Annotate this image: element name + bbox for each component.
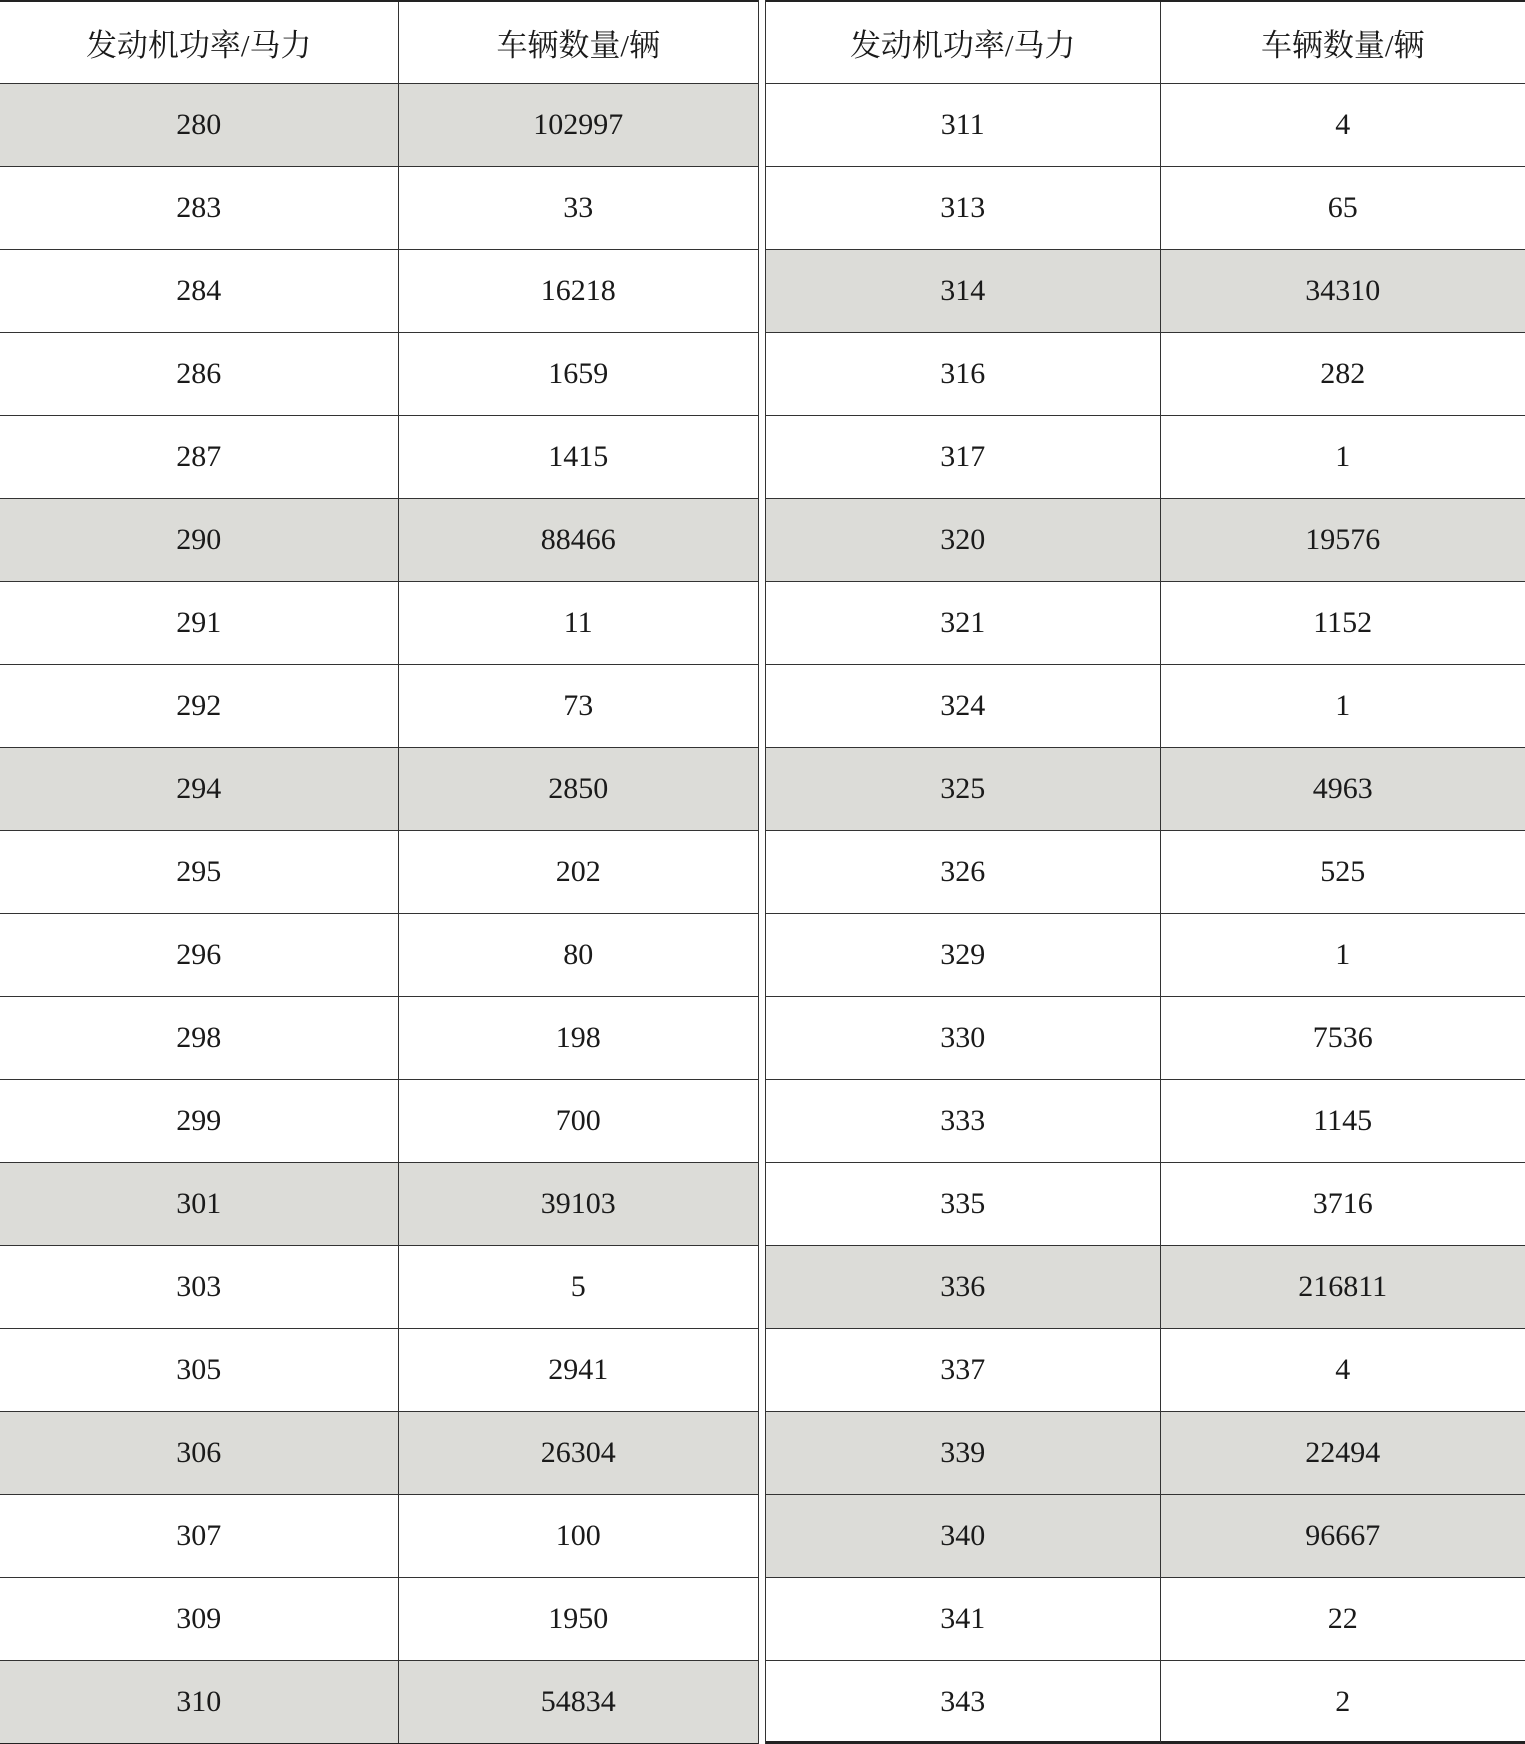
count-cell: 5 xyxy=(398,1246,758,1329)
power-cell: 306 xyxy=(0,1412,398,1495)
count-cell: 80 xyxy=(398,914,758,997)
power-cell: 314 xyxy=(766,250,1160,333)
count-cell: 216811 xyxy=(1160,1246,1525,1329)
power-cell: 311 xyxy=(766,84,1160,167)
count-cell: 4 xyxy=(1160,84,1525,167)
count-cell: 22494 xyxy=(1160,1412,1525,1495)
count-cell: 102997 xyxy=(398,84,758,167)
count-cell: 26304 xyxy=(398,1412,758,1495)
count-cell: 198 xyxy=(398,997,758,1080)
table-row xyxy=(0,748,758,831)
table-row xyxy=(0,914,758,997)
table-row xyxy=(0,831,758,914)
table-row xyxy=(766,1661,1525,1744)
table-row xyxy=(0,1080,758,1163)
count-cell: 4963 xyxy=(1160,748,1525,831)
count-cell: 4 xyxy=(1160,1329,1525,1412)
table-row xyxy=(766,1080,1525,1163)
power-cell: 310 xyxy=(0,1661,398,1744)
power-cell: 305 xyxy=(0,1329,398,1412)
power-cell: 326 xyxy=(766,831,1160,914)
power-cell: 299 xyxy=(0,1080,398,1163)
power-cell: 333 xyxy=(766,1080,1160,1163)
power-cell: 316 xyxy=(766,333,1160,416)
count-cell: 33 xyxy=(398,167,758,250)
count-cell: 16218 xyxy=(398,250,758,333)
power-cell: 291 xyxy=(0,582,398,665)
header-power: 发动机功率/马力 xyxy=(766,2,1160,84)
count-cell: 65 xyxy=(1160,167,1525,250)
count-cell: 1 xyxy=(1160,665,1525,748)
power-cell: 295 xyxy=(0,831,398,914)
count-cell: 19576 xyxy=(1160,499,1525,582)
double-divider-line xyxy=(758,0,759,1744)
count-cell: 1145 xyxy=(1160,1080,1525,1163)
count-cell: 1415 xyxy=(398,416,758,499)
table-row xyxy=(0,1329,758,1412)
count-cell: 1659 xyxy=(398,333,758,416)
table-row xyxy=(0,1578,758,1661)
table-row xyxy=(766,748,1525,831)
count-cell: 2 xyxy=(1335,1685,1351,1718)
power-cell: 296 xyxy=(0,914,398,997)
count-cell: 202 xyxy=(398,831,758,914)
table-row xyxy=(0,1163,758,1246)
power-cell: 339 xyxy=(766,1412,1160,1495)
table-row xyxy=(0,167,758,250)
table-right xyxy=(766,2,1525,1743)
table-right-half xyxy=(766,0,1525,1744)
count-cell: 2941 xyxy=(398,1329,758,1412)
power-cell: 340 xyxy=(766,1495,1160,1578)
count-cell: 3716 xyxy=(1160,1163,1525,1246)
power-cell: 313 xyxy=(766,167,1160,250)
table-row xyxy=(766,582,1525,665)
count-cell: 7536 xyxy=(1160,997,1525,1080)
table-row xyxy=(0,665,758,748)
header-count: 车辆数量/辆 xyxy=(1160,2,1525,84)
table-row xyxy=(766,84,1525,167)
table-row xyxy=(766,1163,1525,1246)
table-row xyxy=(0,333,758,416)
table-row xyxy=(0,250,758,333)
table-row xyxy=(766,499,1525,582)
power-cell: 292 xyxy=(0,665,398,748)
power-cell: 317 xyxy=(766,416,1160,499)
header-row xyxy=(766,2,1525,84)
table-row xyxy=(766,250,1525,333)
table-row xyxy=(766,1329,1525,1412)
table-row xyxy=(766,333,1525,416)
table-row xyxy=(0,416,758,499)
power-cell: 337 xyxy=(766,1329,1160,1412)
count-cell: 1152 xyxy=(1160,582,1525,665)
count-cell: 100 xyxy=(398,1495,758,1578)
table-row xyxy=(766,416,1525,499)
count-cell: 2850 xyxy=(398,748,758,831)
count-cell: 96667 xyxy=(1160,1495,1525,1578)
power-cell: 335 xyxy=(766,1163,1160,1246)
power-cell: 283 xyxy=(0,167,398,250)
table-row xyxy=(766,1412,1525,1495)
count-cell: 54834 xyxy=(398,1661,758,1744)
count-cell: 700 xyxy=(398,1080,758,1163)
table-row xyxy=(766,1246,1525,1329)
power-cell: 286 xyxy=(0,333,398,416)
table-row xyxy=(766,831,1525,914)
power-cell: 294 xyxy=(0,748,398,831)
header-power: 发动机功率/马力 xyxy=(0,2,398,84)
table-row xyxy=(0,582,758,665)
table-row xyxy=(766,167,1525,250)
count-cell: 1 xyxy=(1160,914,1525,997)
table-row xyxy=(766,1495,1525,1578)
power-cell: 329 xyxy=(766,914,1160,997)
header-count: 车辆数量/辆 xyxy=(398,2,758,84)
table-row xyxy=(766,914,1525,997)
count-cell: 73 xyxy=(398,665,758,748)
power-cell: 301 xyxy=(0,1163,398,1246)
power-cell: 307 xyxy=(0,1495,398,1578)
power-cell: 324 xyxy=(766,665,1160,748)
power-cell: 284 xyxy=(0,250,398,333)
table-row xyxy=(0,1246,758,1329)
table-row xyxy=(0,1495,758,1578)
power-cell: 298 xyxy=(0,997,398,1080)
power-cell: 303 xyxy=(0,1246,398,1329)
power-cell: 320 xyxy=(766,499,1160,582)
count-cell: 39103 xyxy=(398,1163,758,1246)
power-cell: 290 xyxy=(0,499,398,582)
power-cell: 336 xyxy=(766,1246,1160,1329)
count-cell: 525 xyxy=(1160,831,1525,914)
table-row xyxy=(0,997,758,1080)
count-cell: 88466 xyxy=(398,499,758,582)
count-cell: 22 xyxy=(1160,1578,1525,1661)
power-cell: 341 xyxy=(766,1578,1160,1661)
table-row xyxy=(766,665,1525,748)
table-row xyxy=(0,84,758,167)
table-row xyxy=(0,1661,758,1744)
table-row xyxy=(766,997,1525,1080)
power-cell: 280 xyxy=(0,84,398,167)
power-cell: 325 xyxy=(766,748,1160,831)
power-cell: 343 xyxy=(766,1661,1160,1744)
count-cell: 282 xyxy=(1160,333,1525,416)
power-cell: 330 xyxy=(766,997,1160,1080)
table-left-half xyxy=(0,0,758,1744)
table-row xyxy=(0,1412,758,1495)
count-cell: 34310 xyxy=(1160,250,1525,333)
table-left xyxy=(0,2,758,1743)
power-cell: 321 xyxy=(766,582,1160,665)
count-cell: 1950 xyxy=(398,1578,758,1661)
power-cell: 287 xyxy=(0,416,398,499)
table-row xyxy=(766,1578,1525,1661)
count-cell: 1 xyxy=(1160,416,1525,499)
count-cell: 11 xyxy=(398,582,758,665)
header-row xyxy=(0,2,758,84)
table-row xyxy=(0,499,758,582)
power-cell: 309 xyxy=(0,1578,398,1661)
